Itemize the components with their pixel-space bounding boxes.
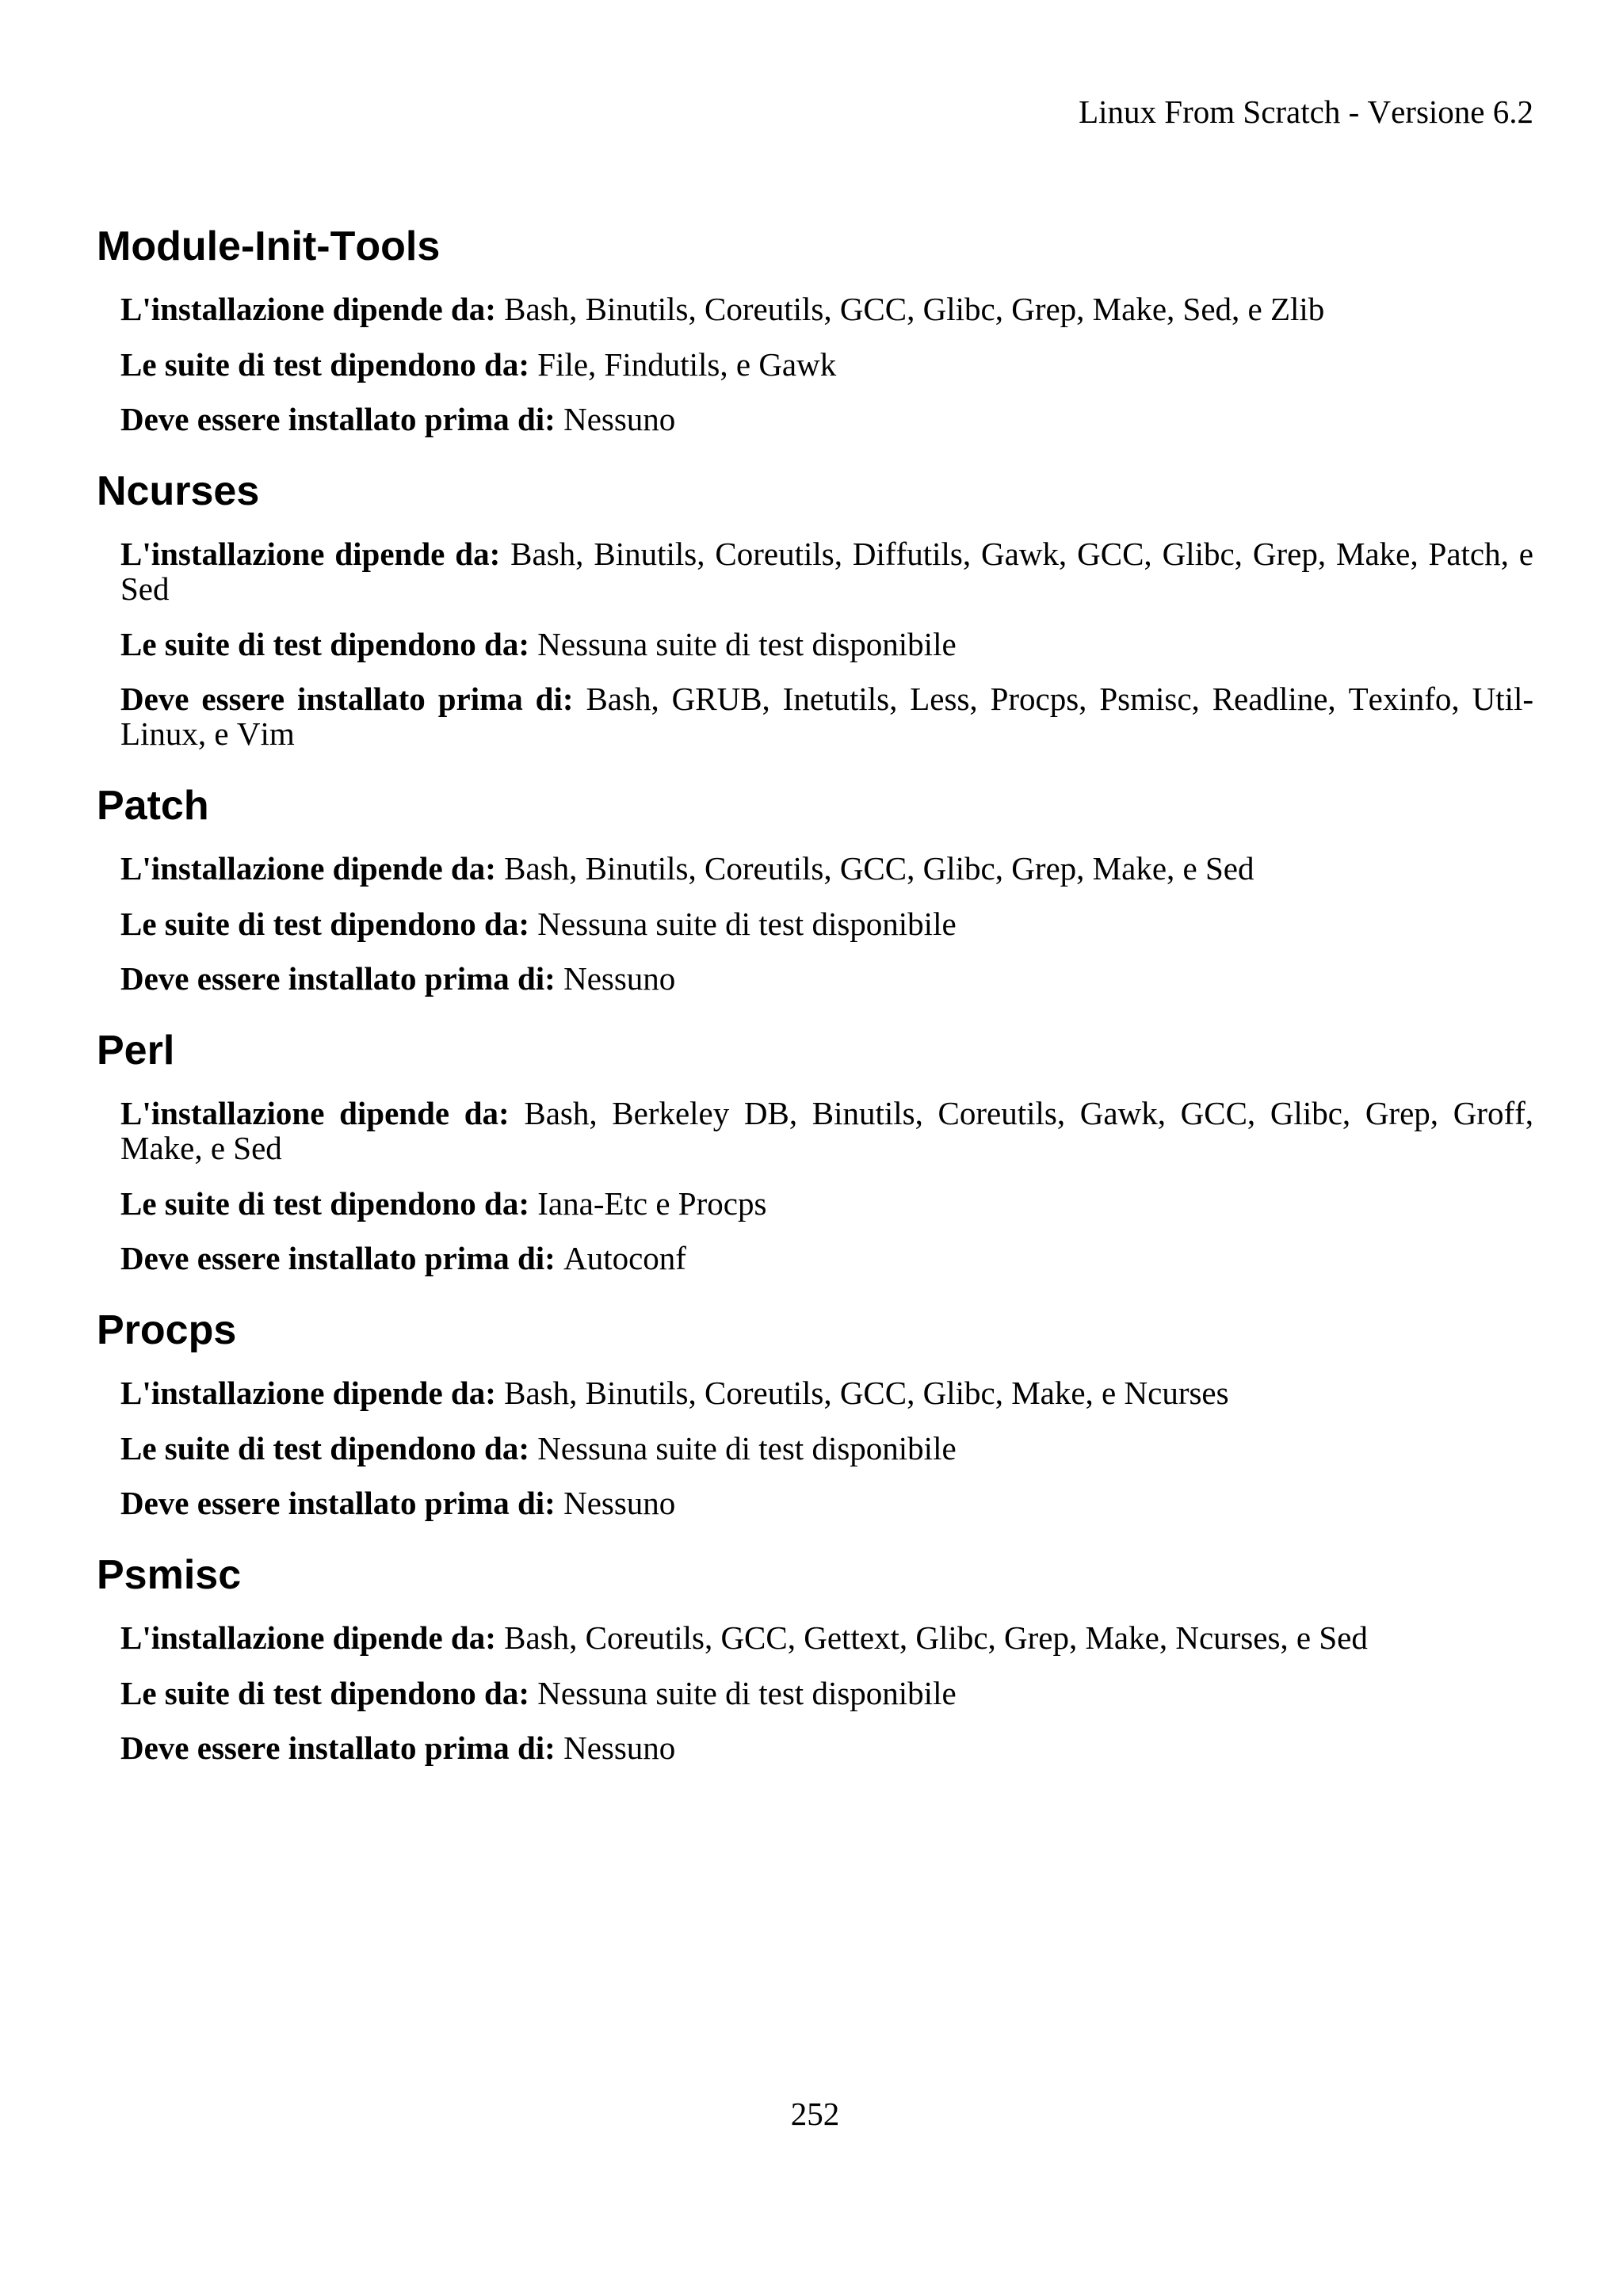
running-header-title: Linux From Scratch - Versione 6.2	[1079, 93, 1533, 130]
section-heading: Procps	[97, 1307, 237, 1353]
test-dependency-row	[120, 1186, 1533, 1221]
package-section-module-init-tools	[97, 224, 1533, 437]
dependency-label: L'installazione dipende da:	[120, 850, 496, 887]
dependency-value: Nessuna suite di test disponibile	[537, 625, 957, 662]
dependency-value: Nessuno	[563, 1730, 676, 1766]
dependency-label: Le suite di test dipendono da:	[120, 1184, 530, 1222]
package-section-ncurses	[97, 469, 1533, 751]
dependency-value: Bash, Binutils, Coreutils, Diffutils, Gawk, GCC, Glibc, Grep, Make, Patch, e Sed	[120, 536, 1533, 607]
dependency-label: Deve essere installato prima di:	[120, 1730, 556, 1766]
install-before-row	[120, 1241, 1533, 1276]
install-before-row	[120, 402, 1533, 437]
dependency-row	[120, 536, 1533, 606]
test-dependency-row	[120, 347, 1533, 382]
dependency-row	[120, 1375, 1533, 1410]
package-section-patch	[97, 784, 1533, 996]
dependency-label: L'installazione dipende da:	[120, 536, 501, 572]
dependency-label: Deve essere installato prima di:	[120, 1485, 556, 1521]
test-dependency-row	[120, 1676, 1533, 1711]
dependency-label: Deve essere installato prima di:	[120, 960, 556, 997]
page-content	[97, 224, 1533, 1786]
dependency-value: Autoconf	[563, 1240, 686, 1276]
test-dependency-row	[120, 627, 1533, 662]
install-before-row	[120, 1486, 1533, 1520]
package-section-perl	[97, 1028, 1533, 1276]
dependency-label: L'installazione dipende da:	[120, 1375, 496, 1411]
install-before-row	[120, 681, 1533, 751]
dependency-value: Bash, Binutils, Coreutils, GCC, Glibc, Make, e Ncurses	[504, 1375, 1229, 1411]
dependency-value: Iana-Etc e Procps	[537, 1184, 767, 1222]
package-section-procps	[97, 1308, 1533, 1520]
dependency-value: Nessuna suite di test disponibile	[537, 1429, 957, 1466]
dependency-value: Bash, Coreutils, GCC, Gettext, Glibc, Grep, Make, Ncurses, e Sed	[504, 1619, 1368, 1656]
section-heading: Perl	[97, 1028, 175, 1074]
dependency-row	[120, 1620, 1533, 1655]
test-dependency-row	[120, 1431, 1533, 1466]
test-dependency-row	[120, 906, 1533, 941]
dependency-value: Bash, Binutils, Coreutils, GCC, Glibc, Grep, Make, Sed, e Zlib	[504, 291, 1325, 327]
dependency-value: Bash, Berkeley DB, Binutils, Coreutils, Gawk, GCC, Glibc, Grep, Groff, Make, e Sed	[120, 1095, 1534, 1166]
dependency-label: Deve essere installato prima di:	[120, 401, 556, 437]
install-before-row	[120, 1730, 1533, 1765]
dependency-value: Nessuno	[563, 960, 676, 997]
dependency-label: Le suite di test dipendono da:	[120, 345, 530, 383]
dependency-label: Le suite di test dipendono da:	[120, 1429, 530, 1466]
dependency-value: Nessuno	[563, 401, 676, 437]
dependency-value: File, Findutils, e Gawk	[537, 345, 837, 383]
dependency-label: Le suite di test dipendono da:	[120, 625, 530, 662]
dependency-value: Bash, Binutils, Coreutils, GCC, Glibc, Grep, Make, e Sed	[504, 850, 1254, 887]
dependency-label: L'installazione dipende da:	[120, 1095, 510, 1131]
dependency-row	[120, 292, 1533, 326]
dependency-label: Le suite di test dipendono da:	[120, 905, 530, 942]
dependency-value: Bash, GRUB, Inetutils, Less, Procps, Psmisc, Readline, Texinfo, Util-Linux, e Vim	[120, 681, 1534, 752]
dependency-label: L'installazione dipende da:	[120, 291, 496, 327]
dependency-label: Deve essere installato prima di:	[120, 681, 574, 717]
section-heading: Psmisc	[97, 1552, 242, 1598]
package-section-psmisc	[97, 1553, 1533, 1765]
dependency-value: Nessuna suite di test disponibile	[537, 1674, 957, 1711]
page-number: 252	[790, 2096, 840, 2132]
dependency-value: Nessuno	[563, 1485, 676, 1521]
dependency-row	[120, 1096, 1533, 1165]
section-heading: Patch	[97, 783, 209, 829]
section-heading: Module-Init-Tools	[97, 223, 441, 269]
dependency-row	[120, 851, 1533, 886]
install-before-row	[120, 961, 1533, 996]
dependency-label: Le suite di test dipendono da:	[120, 1674, 530, 1711]
dependency-label: Deve essere installato prima di:	[120, 1240, 556, 1276]
dependency-label: L'installazione dipende da:	[120, 1619, 496, 1656]
dependency-value: Nessuna suite di test disponibile	[537, 905, 957, 942]
section-heading: Ncurses	[97, 468, 260, 514]
